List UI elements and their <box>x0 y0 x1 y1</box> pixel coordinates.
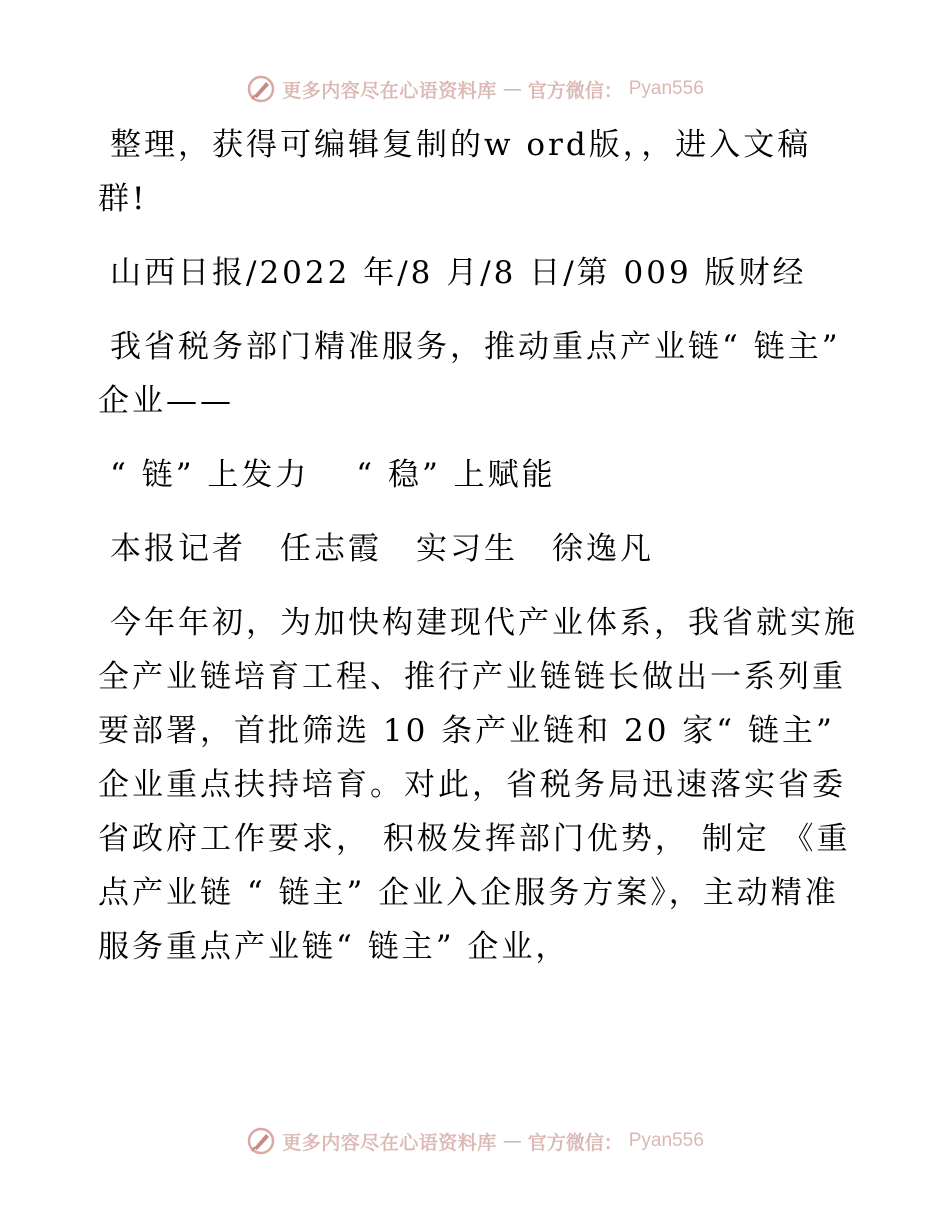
paragraph-body: 今年年初，为加快构建现代产业体系，我省就实施全产业链培育工程、推行产业链链长做出一系列重要部署，首批筛选 10 条产业链和 20 家“ 链主” 企业重点扶持培育。对此，省税务局迅速落实省委省政府工作要求， 积极发挥部门优势， 制定 《重点产业链 “ 链主” 企业入企服务方案》，主动精准服务重点产业链“ 链主” 企业， <box>98 605 858 965</box>
watermark-wechat-id: Pyan556 <box>628 1130 704 1151</box>
paragraph-subheadline: “ 链” 上发力 “ 稳” 上赋能 <box>110 457 556 493</box>
paragraph-headline: 我省税务部门精准服务，推动重点产业链“ 链主” 企业—— <box>98 329 841 419</box>
watermark-separator: — <box>502 1130 522 1152</box>
watermark-wechat-label: 官方微信： <box>527 1131 623 1154</box>
watermark-header <box>0 72 950 106</box>
watermark-footer <box>0 1124 950 1158</box>
paragraph-intro: 整理，获得可编辑复制的w ord版，，进入文稿群! <box>98 127 812 217</box>
watermark-wechat-id: Pyan556 <box>628 78 704 99</box>
watermark-text: 更多内容尽在心语资料库 <box>282 79 497 102</box>
quill-logo-icon <box>246 74 276 104</box>
paragraph-byline: 本报记者 任志霞 实习生 徐逸凡 <box>110 531 654 567</box>
paragraph-source: 山西日报/2022 年/8 月/8 日/第 009 版财经 <box>110 255 807 291</box>
watermark-separator: — <box>502 78 522 100</box>
watermark-wechat-label: 官方微信： <box>527 79 623 102</box>
quill-logo-icon <box>246 1126 276 1156</box>
document-body <box>98 118 858 994</box>
watermark-text: 更多内容尽在心语资料库 <box>282 1131 497 1154</box>
